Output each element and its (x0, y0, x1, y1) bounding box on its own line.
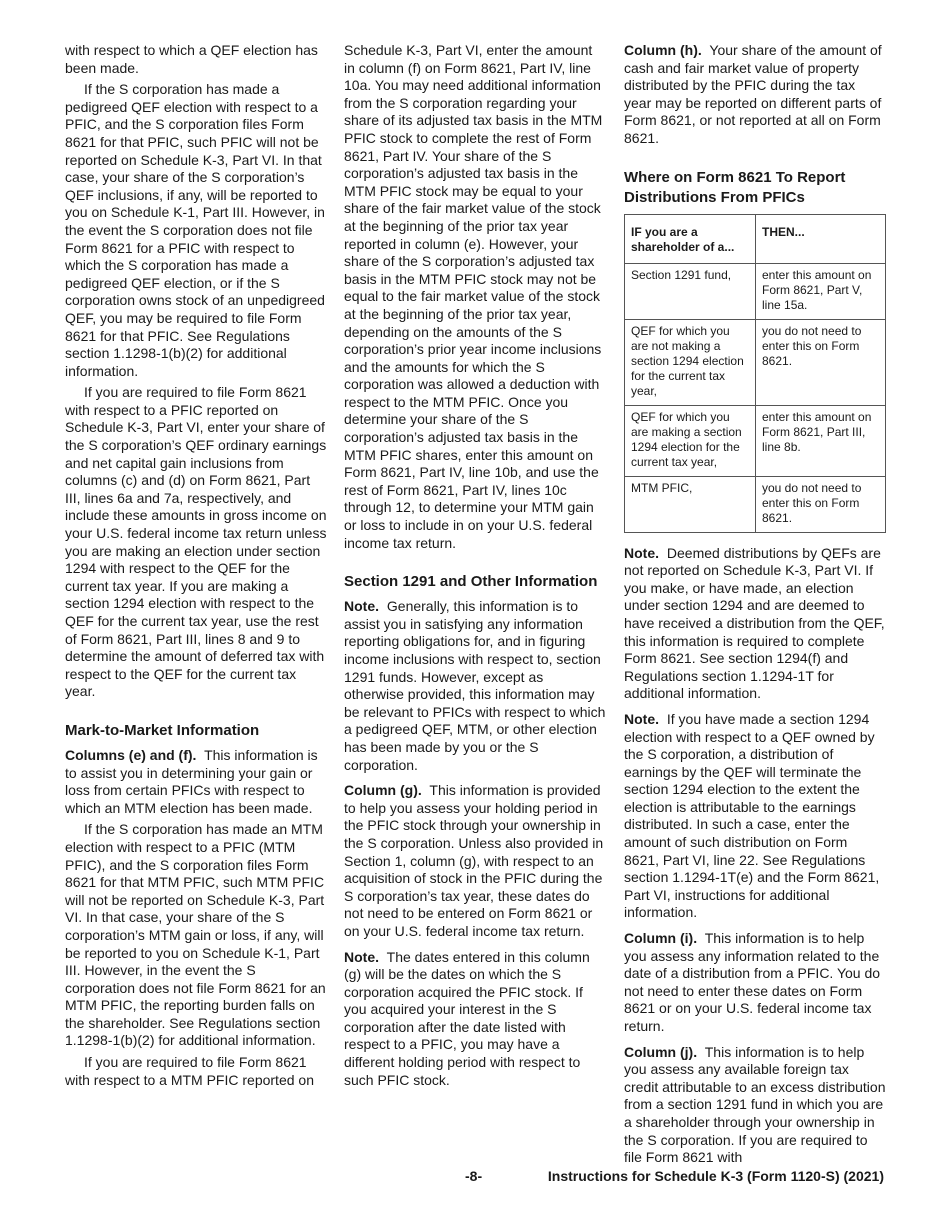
table-cell-if: MTM PFIC, (625, 476, 756, 532)
paragraph-note-deemed (624, 545, 886, 703)
text-column-g: This information is provided to help you assess your holding period in the PFIC stock through your ownership in the S corporation. Unless also provided in Section 1, column (g), with respect to an acquisition of stock in the PFIC during the S corporation’s tax year, these dates do not need to be entered on Form 8621 or on your U.S. federal income tax return. (344, 782, 604, 939)
paragraph-note-general (344, 598, 606, 774)
paragraph-pedigreed-qef: If the S corporation has made a pedigreed QEF election with respect to a PFIC, and the S corporation files Form 8621 for that PFIC, such PFIC will not be reported on Schedule K-3, Part VI. In that case, your share of the S corporation’s QEF inclusions, if any, will be reported to you on Schedule K-1, Part III. However, in the event the S corporation does not file Form 8621 for a PFIC with respect to which the S corporation has made a pedigreed QEF election, or if the S corporation owns stock of an unpedigreed QEF, you may be required to file Form 8621 for that PFIC. See Regulations section 1.1298-1(b)(2) for additional information. (65, 81, 325, 379)
paragraph-column-g (344, 782, 606, 940)
lead-column-g: Column (g). (344, 782, 422, 799)
text-note-deemed: Deemed distributions by QEFs are not reported on Schedule K-3, Part VI. If you make, or have made, an election under section 1294 and are deemed to have received a distribution from the QEF, this information is required to complete Form 8621. See section 1294(f) and Regulations section 1.1294-1T for additional information. (624, 544, 885, 702)
lead-note-general: Note. (344, 598, 379, 615)
table-cell-then: enter this amount on Form 8621, Part V, line 15a. (756, 263, 886, 319)
table-cell-then: enter this amount on Form 8621, Part III, line 8b. (756, 405, 886, 476)
text-column-i: This information is to help you assess any information related to the date of a distribution from a PFIC. You do not need to enter these dates on Form 8621 or on your U.S. federal income tax return. (624, 930, 881, 1034)
heading-mark-to-market: Mark-to-Market Information (65, 721, 260, 739)
paragraph-columns-e-f (65, 747, 327, 817)
table-cell-then: you do not need to enter this on Form 8621. (756, 319, 886, 405)
table-cell-then: you do not need to enter this on Form 8621. (756, 476, 886, 532)
text-note-general: Generally, this information is to assist you in satisfying any information reporting obligations for, and in figuring income inclusions with respect to, section 1291 funds. However, except as otherwise provided, this information may be relevant to PFICs with respect to which a pedigreed QEF, MTM, or other election has been made by you or the S corporation. (344, 598, 606, 773)
table-row (625, 263, 886, 319)
lead-columns-e-f: Columns (e) and (f). (65, 746, 197, 763)
paragraph-column-i (624, 930, 886, 1036)
paragraph-note-dates (344, 949, 606, 1090)
column-1 (65, 42, 327, 1093)
table-cell-if: QEF for which you are making a section 1294 election for the current tax year, (625, 405, 756, 476)
table-header-row (625, 214, 886, 263)
table-row (625, 476, 886, 532)
text-note-dates: The dates entered in this column (g) will be the dates on which the S corporation acquired the PFIC stock. If you acquired your interest in the S corporation after the date listed with respect to a PFIC, you may have a different holding period with respect to such PFIC stock. (344, 948, 590, 1088)
text-columns-e-f: This information is to assist you in determining your gain or loss from certain PFICs with respect to which an MTM election has been made. (65, 746, 318, 816)
paragraph-column-j (624, 1044, 886, 1167)
text-column-h: Your share of the amount of cash and fair market value of property distributed by the PFIC during the tax year may be reported on different parts of Form 8621, or not reported at all on Form 8621. (624, 42, 882, 146)
footer-title: Instructions for Schedule K-3 (Form 1120-S) (2021) (547, 1168, 884, 1184)
paragraph-mtm-required: If you are required to file Form 8621 with respect to a MTM PFIC reported on (65, 1054, 314, 1088)
table-cell-if: Section 1291 fund, (625, 263, 756, 319)
column-2 (344, 42, 606, 1097)
table-cell-if: QEF for which you are not making a section 1294 election for the current tax year, (625, 319, 756, 405)
heading-where-on-form-8621: Where on Form 8621 To Report Distributions From PFICs (624, 168, 846, 206)
paragraph-mtm-election: If the S corporation has made an MTM election with respect to a PFIC (MTM PFIC), and the S corporation files Form 8621 for that MTM PFIC, such MTM PFIC will not be reported on Schedule K-3, Part VI. In that case, your share of the S corporation’s MTM gain or loss, if any, will be reported to you on Schedule K-1, Part III. However, in the event the S corporation does not file Form 8621 for an MTM PFIC, the reporting burden falls on the shareholder. See Regulations section 1.1298-1(b)(2) for additional information. (65, 821, 326, 1049)
table-row (625, 405, 886, 476)
text-column-j: This information is to help you assess any available foreign tax credit attributable to an excess distribution from a section 1291 fund in which you are a shareholder through your ownership in the S corporation. If you are required to file Form 8621 with (624, 1043, 886, 1166)
lead-note-dates: Note. (344, 948, 379, 965)
lead-note-deemed: Note. (624, 544, 659, 561)
paragraph-qef-continued: with respect to which a QEF election has been made. (65, 42, 318, 76)
paragraph-mtm-continued: Schedule K-3, Part VI, enter the amount in column (f) on Form 8621, Part IV, line 10a. You may need additional information from the S corporation regarding your share of its adjusted tax basis in the MTM PFIC stock to complete the rest of Form 8621, Part IV. Your share of the S corporation’s adjusted tax basis in the MTM PFIC stock may be equal to your share of the fair market value of the stock at the beginning of the prior tax year reported in column (e). However, your share of the S corporation’s adjusted tax basis in the MTM PFIC stock may not be equal to the fair market value of the stock at the beginning of the prior tax year, depending on the amounts of the S corporation’s prior year income inclusions and the amounts for which the S corporation was allowed a deduction with respect to the MTM PFIC. Once you determine your share of the S corporation’s adjusted tax basis in the MTM PFIC shares, enter this amount on Form 8621, Part IV, line 10b, and use the rest of Form 8621, Part IV, lines 10c through 12, to determine your MTM gain or loss to include in on your U.S. federal income tax return. (344, 42, 603, 551)
lead-column-j: Column (j). (624, 1043, 698, 1060)
lead-note-1294: Note. (624, 710, 659, 727)
page-footer (0, 1168, 950, 1186)
page-number: -8- (465, 1168, 483, 1184)
table-header-then: THEN... (756, 214, 886, 263)
table-row (625, 319, 886, 405)
distribution-reporting-table (624, 214, 886, 533)
lead-column-h: Column (h). (624, 42, 702, 58)
lead-column-i: Column (i). (624, 930, 698, 947)
heading-section-1291: Section 1291 and Other Information (344, 573, 598, 591)
table-header-shareholder: IF you are a shareholder of a... (625, 214, 756, 263)
text-note-1294: If you have made a section 1294 election with respect to a QEF owned by the S corporation, a distribution of earnings by the QEF will terminate the section 1294 election to the extent the election is attributable to the earnings distributed. In such a case, enter the amount of such distribution on Form 8621, Part VI, line 22. See Regulations section 1.1294-1T(e) and the Form 8621, Part VI, instructions for additional information. (624, 710, 880, 921)
column-3 (624, 42, 886, 1175)
paragraph-column-h (624, 42, 886, 148)
paragraph-required-to-file-qef: If you are required to file Form 8621 with respect to a PFIC reported on Schedule K-3, Part VI, enter your share of the S corporation’s QEF ordinary earnings and net capital gain inclusions from columns (c) and (d) on Form 8621, Part III, lines 6a and 7a, respectively, and include these amounts in gross income on your U.S. federal income tax return unless you are making an election under section 1294 with respect to the QEF for the current tax year. If you are making a section 1294 election with respect to the QEF for the current tax year, use the rest of Form 8621, Part III, lines 8 and 9 to determine the amount of deferred tax with respect to the QEF for the current tax year. (65, 384, 327, 700)
paragraph-note-1294 (624, 711, 886, 922)
